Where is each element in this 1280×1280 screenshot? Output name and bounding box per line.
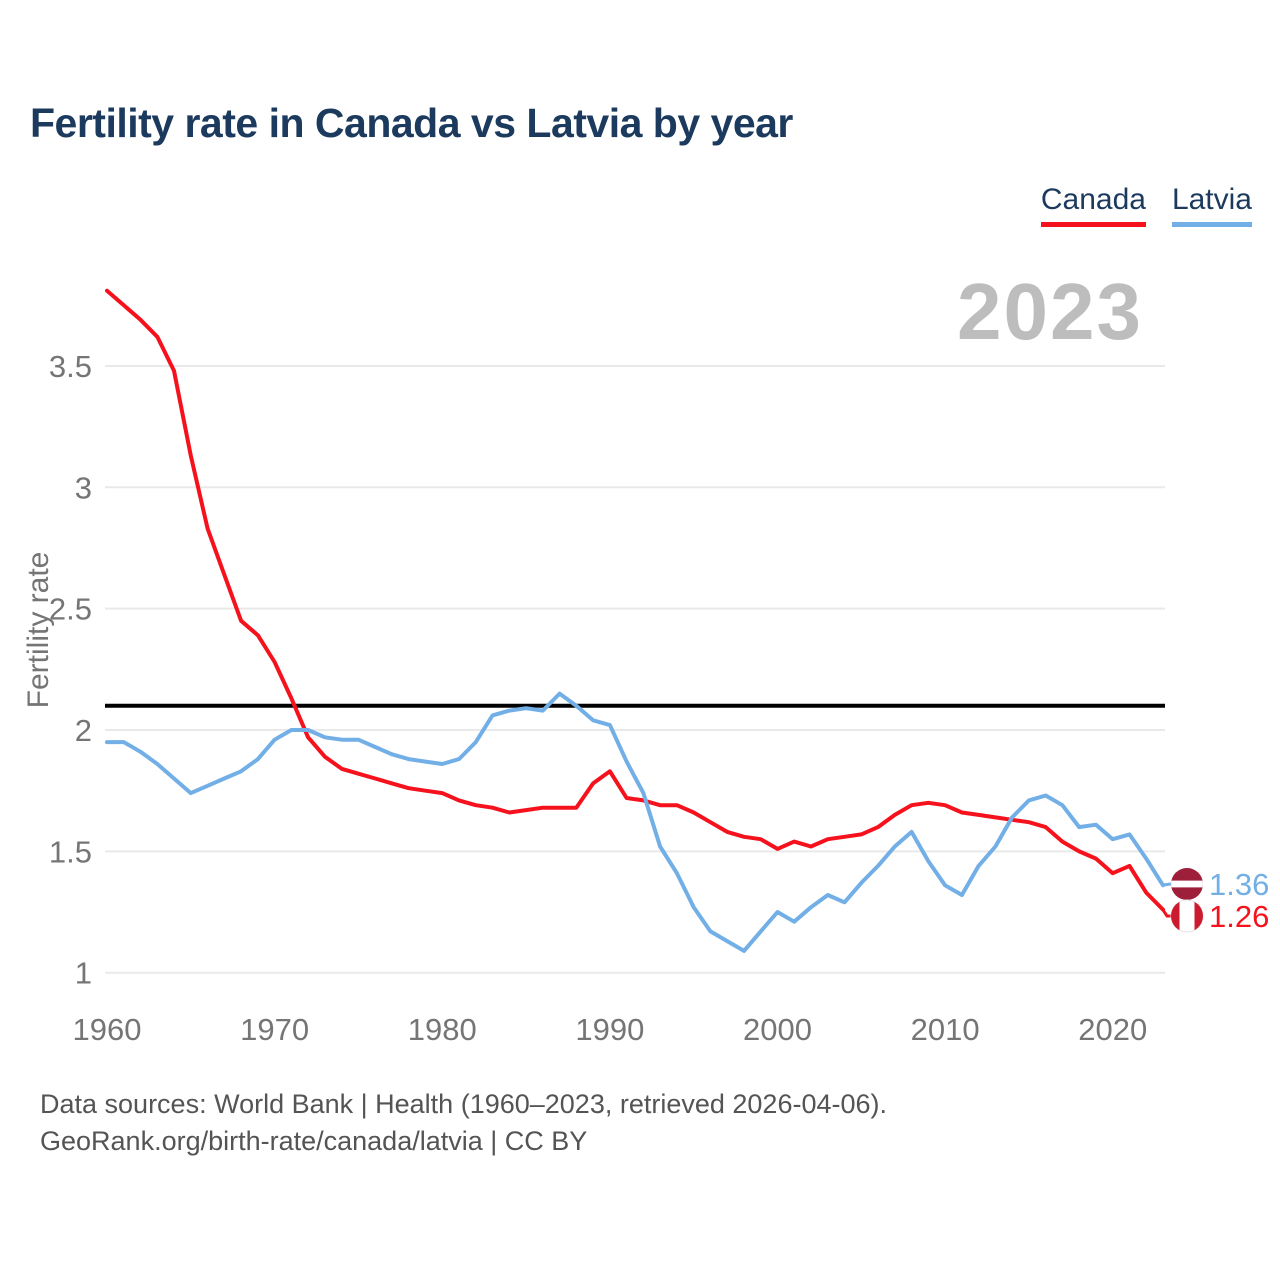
y-tick-label: 1 — [74, 955, 92, 991]
canada-line[interactable] — [107, 291, 1163, 910]
y-tick-label: 2.5 — [48, 591, 92, 627]
footer-attribution: GeoRank.org/birth-rate/canada/latvia | CC BY — [40, 1126, 588, 1156]
x-tick-label: 1960 — [72, 1012, 142, 1047]
y-tick-label: 3 — [74, 470, 92, 506]
x-tick-label: 1990 — [575, 1012, 645, 1047]
y-tick-label: 1.5 — [48, 834, 92, 870]
legend-item-latvia[interactable]: Latvia — [1172, 183, 1252, 227]
y-tick-label: 2 — [74, 713, 92, 748]
latvia-end-value: 1.36 — [1209, 867, 1270, 902]
x-tick-label: 2000 — [742, 1012, 812, 1047]
y-axis-title: Fertility rate — [22, 551, 55, 709]
latvia-line[interactable] — [107, 694, 1163, 951]
x-tick-label: 1970 — [240, 1012, 310, 1047]
canada-flag-icon — [1171, 900, 1203, 932]
canada-end-value: 1.26 — [1209, 899, 1270, 934]
y-tick-label: 3.5 — [48, 348, 92, 384]
x-tick-label: 2010 — [910, 1012, 980, 1047]
year-watermark: 2023 — [957, 267, 1143, 356]
canada-connector — [1163, 910, 1171, 916]
x-tick-label: 1980 — [407, 1012, 477, 1047]
legend-item-canada[interactable]: Canada — [1041, 183, 1146, 227]
footer-sources: Data sources: World Bank | Health (1960–2023, retrieved 2026-04-06). — [40, 1089, 887, 1119]
latvia-flag-icon — [1171, 868, 1203, 900]
page-title: Fertility rate in Canada vs Latvia by year — [30, 100, 793, 146]
footer — [40, 1086, 887, 1160]
x-tick-label: 2020 — [1078, 1012, 1148, 1047]
latvia-connector — [1163, 884, 1171, 885]
